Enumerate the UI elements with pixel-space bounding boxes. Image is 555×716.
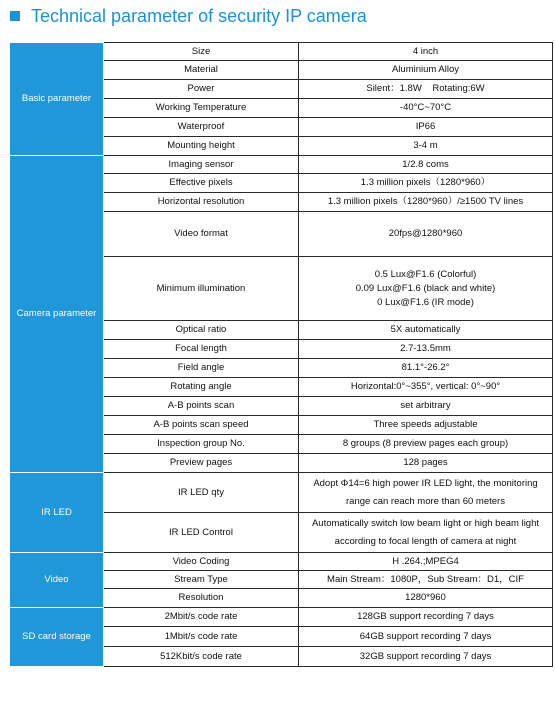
value-line: 0 Lux@F1.6 (IR mode) xyxy=(377,296,474,308)
param-label: Size xyxy=(104,43,299,61)
value-line: 0.09 Lux@F1.6 (black and white) xyxy=(355,282,496,294)
value-line: Adopt Φ14=6 high power IR LED light, the monitoring xyxy=(313,477,538,489)
param-label: Inspection group No. xyxy=(104,435,299,454)
param-value-multiline xyxy=(299,513,553,553)
page-heading xyxy=(10,4,367,28)
value-line: 0.5 Lux@F1.6 (Colorful) xyxy=(374,268,477,280)
table-row xyxy=(10,156,553,174)
param-value: Aluminium Alloy xyxy=(299,61,553,80)
param-label: Field angle xyxy=(104,359,299,378)
param-value: 5X automatically xyxy=(299,321,553,340)
param-label: Focal length xyxy=(104,340,299,359)
category-sd-card: SD card storage xyxy=(10,608,104,667)
category-basic: Basic parameter xyxy=(10,43,104,156)
param-label: Video format xyxy=(104,212,299,257)
heading-bullet-icon xyxy=(10,11,20,21)
param-value: 20fps@1280*960 xyxy=(299,212,553,257)
param-value: Horizontal:0°~355°, vertical: 0°~90° xyxy=(299,378,553,397)
param-label: Working Temperature xyxy=(104,99,299,118)
param-label: Resolution xyxy=(104,589,299,608)
param-value: 64GB support recording 7 days xyxy=(299,627,553,647)
param-value: IP66 xyxy=(299,118,553,137)
param-label: Optical ratio xyxy=(104,321,299,340)
param-label: 2Mbit/s code rate xyxy=(104,608,299,627)
param-label: Video Coding xyxy=(104,553,299,571)
param-label: Effective pixels xyxy=(104,174,299,193)
param-value: 8 groups (8 preview pages each group) xyxy=(299,435,553,454)
category-video: Video xyxy=(10,553,104,608)
param-label: Minimum illumination xyxy=(104,257,299,321)
param-label: Rotating angle xyxy=(104,378,299,397)
param-value: 2.7-13.5mm xyxy=(299,340,553,359)
param-value: 128GB support recording 7 days xyxy=(299,608,553,627)
table-row xyxy=(10,608,553,627)
table-row xyxy=(10,43,553,61)
param-label: 512Kbit/s code rate xyxy=(104,647,299,667)
param-value: set arbitrary xyxy=(299,397,553,416)
param-value: -40°C~70°C xyxy=(299,99,553,118)
param-value: Silent：1.8W Rotating:6W xyxy=(299,80,553,99)
value-line: according to focal length of camera at night xyxy=(334,535,517,547)
param-label: Mounting height xyxy=(104,137,299,156)
param-value: H .264.;MPEG4 xyxy=(299,553,553,571)
param-label: 1Mbit/s code rate xyxy=(104,627,299,647)
param-label: Material xyxy=(104,61,299,80)
param-value: 1.3 million pixels（1280*960）/≥1500 TV lines xyxy=(299,193,553,212)
param-value: 1.3 million pixels（1280*960） xyxy=(299,174,553,193)
param-label: Stream Type xyxy=(104,571,299,589)
param-value-multiline xyxy=(299,473,553,513)
value-line: Automatically switch low beam light or high beam light xyxy=(311,517,540,529)
param-value-multiline xyxy=(299,257,553,321)
category-camera: Camera parameter xyxy=(10,156,104,473)
spec-table xyxy=(9,42,553,667)
param-value: 3-4 m xyxy=(299,137,553,156)
table-row xyxy=(10,553,553,571)
param-label: Imaging sensor xyxy=(104,156,299,174)
page-title: Technical parameter of security IP camera xyxy=(31,5,367,26)
param-value: Three speeds adjustable xyxy=(299,416,553,435)
param-label: Waterproof xyxy=(104,118,299,137)
param-label: A-B points scan xyxy=(104,397,299,416)
param-value: 81.1°-26.2° xyxy=(299,359,553,378)
param-label: IR LED qty xyxy=(104,473,299,513)
param-label: Preview pages xyxy=(104,454,299,473)
param-label: Power xyxy=(104,80,299,99)
param-value: 1/2.8 coms xyxy=(299,156,553,174)
param-value: 32GB support recording 7 days xyxy=(299,647,553,667)
param-label: IR LED Control xyxy=(104,513,299,553)
table-row xyxy=(10,473,553,513)
param-value: 1280*960 xyxy=(299,589,553,608)
param-label: A-B points scan speed xyxy=(104,416,299,435)
param-value: Main Stream：1080P，Sub Stream：D1，CIF xyxy=(299,571,553,589)
value-line: range can reach more than 60 meters xyxy=(346,495,505,507)
param-value: 128 pages xyxy=(299,454,553,473)
param-label: Horizontal resolution xyxy=(104,193,299,212)
category-ir-led: IR LED xyxy=(10,473,104,553)
param-value: 4 inch xyxy=(299,43,553,61)
